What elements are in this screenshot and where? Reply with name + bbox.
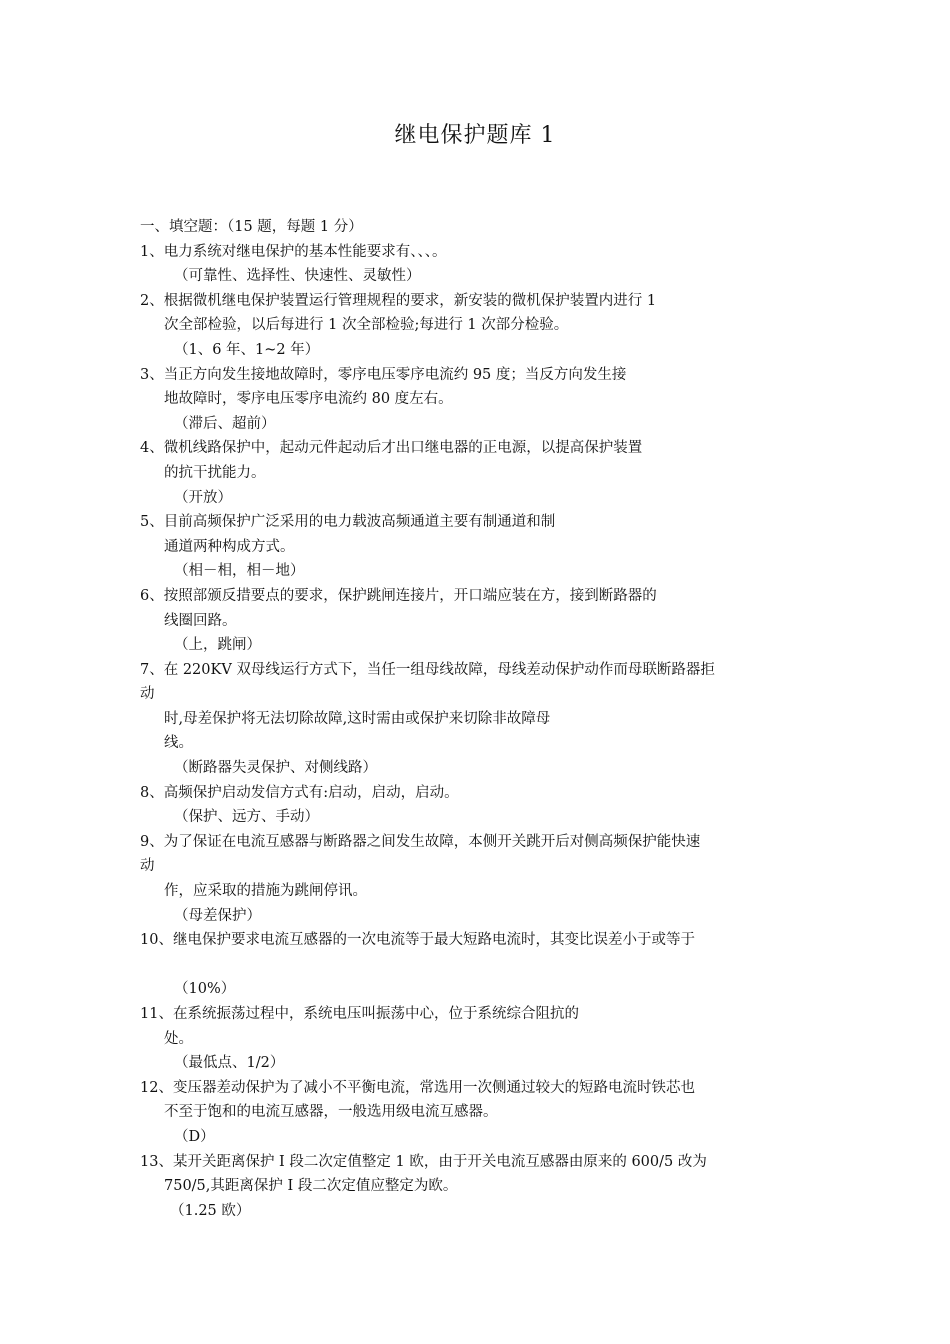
question-6-line-2: 线圈回路。 bbox=[164, 612, 237, 629]
question-7-line-2: 动 bbox=[140, 686, 155, 703]
question-6-line-1: 6、按照部颁反措要点的要求，保护跳闸连接片，开口端应装在方，接到断路器的 bbox=[140, 587, 657, 604]
question-8-answer: （保护、远方、手动） bbox=[174, 809, 319, 826]
document-title: 继电保护题库 1 bbox=[394, 123, 556, 148]
question-9-line-3: 作，应采取的措施为跳闸停讯。 bbox=[164, 883, 367, 900]
question-12-line-2: 不至于饱和的电流互感器，一般选用级电流互感器。 bbox=[164, 1104, 498, 1121]
question-7-line-4: 线。 bbox=[164, 735, 193, 752]
question-11-line-2: 处。 bbox=[164, 1030, 193, 1047]
question-13-line-1: 13、某开关距离保护 I 段二次定值整定 1 欧，由于开关电流互感器由原来的 600/5 改为 bbox=[140, 1153, 707, 1170]
question-3-line-1: 3、当正方向发生接地故障时，零序电压零序电流约 95 度；当反方向发生接 bbox=[140, 366, 627, 383]
section-heading: 一、填空题：（15 题，每题 1 分） bbox=[140, 219, 363, 235]
question-5-line-2: 通道两种构成方式。 bbox=[164, 538, 295, 555]
question-9-answer: （母差保护） bbox=[174, 907, 261, 924]
question-13-line-2: 750/5,其距离保护 I 段二次定值应整定为欧。 bbox=[164, 1178, 458, 1195]
question-2-line-2: 次全部检验，以后每进行 1 次全部检验;每进行 1 次部分检验。 bbox=[164, 317, 569, 334]
question-5-line-1: 5、目前高频保护广泛采用的电力载波高频通道主要有制通道和制 bbox=[140, 514, 556, 531]
question-9-line-2: 动 bbox=[140, 858, 155, 875]
question-10-blank-line bbox=[140, 953, 820, 978]
question-12-answer: （D） bbox=[174, 1128, 215, 1145]
question-3-line-2: 地故障时，零序电压零序电流约 80 度左右。 bbox=[164, 391, 453, 408]
question-5-answer: （相－相，相－地） bbox=[174, 563, 305, 580]
question-1-line-1: 1、电力系统对继电保护的基本性能要求有、、、。 bbox=[140, 243, 447, 260]
question-1-answer: （可靠性、选择性、快速性、灵敏性） bbox=[174, 268, 421, 285]
question-4-line-1: 4、微机线路保护中，起动元件起动后才出口继电器的正电源，以提高保护装置 bbox=[140, 440, 643, 457]
question-7-line-3: 时,母差保护将无法切除故障,这时需由或保护来切除非故障母 bbox=[164, 710, 551, 727]
question-11-line-1: 11、在系统振荡过程中，系统电压叫振荡中心，位于系统综合阻抗的 bbox=[140, 1006, 579, 1022]
question-13-answer: （1.25 欧） bbox=[170, 1202, 251, 1219]
question-7-line-1: 7、在 220KV 双母线运行方式下，当任一组母线故障，母线差动保护动作而母联断路器拒 bbox=[140, 661, 715, 678]
question-12-line-1: 12、变压器差动保护为了减小不平衡电流，常选用一次侧通过较大的短路电流时铁芯也 bbox=[140, 1079, 695, 1096]
question-8-line-1: 8、高频保护启动发信方式有:启动，启动，启动。 bbox=[140, 784, 459, 801]
question-7-answer: （断路器失灵保护、对侧线路） bbox=[174, 760, 377, 777]
question-6-answer: （上，跳闸） bbox=[174, 637, 261, 654]
question-10-answer: （10%） bbox=[174, 981, 236, 998]
question-3-answer: （滞后、超前） bbox=[174, 415, 276, 432]
question-2-answer: （1、6 年、1~2 年） bbox=[174, 341, 320, 358]
question-4-answer: （开放） bbox=[174, 489, 232, 506]
question-2-line-1: 2、根据微机继电保护装置运行管理规程的要求，新安装的微机保护装置内进行 1 bbox=[140, 292, 657, 309]
question-10-line-1: 10、继电保护要求电流互感器的一次电流等于最大短路电流时，其变比误差小于或等于 bbox=[140, 932, 695, 949]
question-9-line-1: 9、为了保证在电流互感器与断路器之间发生故障，本侧开关跳开后对侧高频保护能快速 bbox=[140, 833, 701, 850]
question-list bbox=[140, 215, 820, 1223]
question-11-answer: （最低点、1/2） bbox=[174, 1055, 285, 1072]
question-4-line-2: 的抗干扰能力。 bbox=[164, 464, 266, 481]
